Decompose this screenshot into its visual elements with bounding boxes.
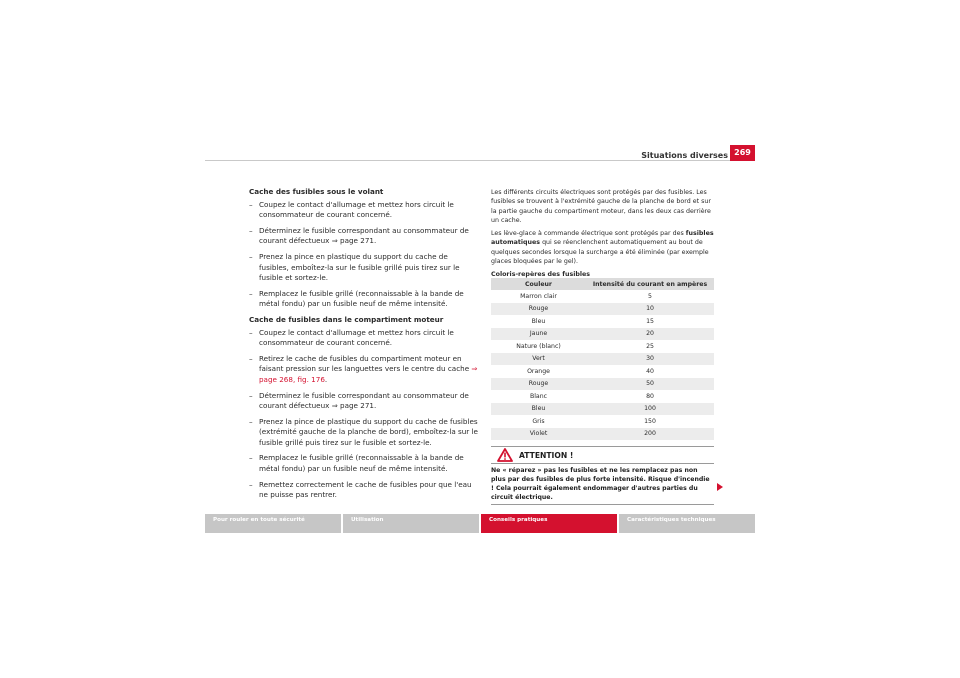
- fuse-color-table: [491, 278, 714, 440]
- cell-color: Bleu: [531, 317, 546, 325]
- cell-color: Gris: [532, 417, 545, 425]
- column-header-color: Couleur: [525, 280, 552, 288]
- cell-amps: 80: [646, 392, 654, 400]
- cell-amps: 30: [646, 355, 654, 363]
- cell-amps: 100: [644, 405, 656, 413]
- section-title: Situations diverses: [641, 151, 728, 160]
- cell-amps: 150: [644, 417, 656, 425]
- cell-color: Bleu: [531, 405, 546, 413]
- list-item: – Remettez correctement le cache de fusibles pour que l'eau ne puisse pas rentrer.: [249, 479, 472, 500]
- step-text: Déterminez le fusible correspondant au consommateur de courant défectueux ⇒ page 271.: [259, 225, 469, 246]
- window-fuses-paragraph: [491, 229, 714, 266]
- attention-title: ATTENTION !: [519, 450, 574, 460]
- table-row: [491, 303, 714, 316]
- list-item: – Prenez la pince de plastique du support du cache de fusibles (extrémité gauche de la planche de bord), emboîtez-la sur le fusible grillé puis tirez sur le fusible et sortez-le.: [249, 416, 478, 447]
- tab-technical-specs[interactable]: Caractéristiques techniques: [619, 514, 755, 533]
- continue-arrow-icon: [717, 483, 723, 491]
- table-row: [491, 415, 714, 428]
- intro-paragraph: Les différents circuits électriques sont protégés par des fusibles. Les fusibles se trouvent à l'extrémité gauche de la planche de bord et sur la partie gauche du compartiment moteur, dans les deux cas derrière un cache.: [491, 189, 711, 224]
- table-row: [491, 328, 714, 341]
- step-text: Prenez la pince en plastique du support du cache de fusibles, emboîtez-la sur le fusible grillé puis tirez sur le fusible et sortez-le.: [259, 251, 460, 283]
- step-text: Remplacez le fusible grillé (reconnaissable à la bande de métal fondu) par un fusible neuf de même intensité.: [259, 453, 464, 474]
- list-item: – Déterminez le fusible correspondant au consommateur de courant défectueux ⇒ page 271.: [249, 225, 469, 246]
- table-header: [491, 278, 714, 290]
- footer-nav: [205, 514, 755, 533]
- page-reference-link[interactable]: ⇒ page 268, fig. 176: [259, 364, 478, 384]
- table-row: [491, 340, 714, 353]
- attention-box: [491, 446, 714, 505]
- cell-color: Blanc: [529, 392, 548, 400]
- cell-amps: 20: [646, 330, 654, 338]
- cell-color: Rouge: [528, 305, 549, 313]
- cell-color: Nature (blanc): [516, 342, 561, 350]
- cell-color: Vert: [532, 355, 545, 363]
- list-item: – Retirez le cache de fusibles du compartiment moteur en faisant pression sur les languettes vers le centre du cache ⇒ page 268, fig. 176.: [249, 353, 478, 384]
- warning-icon: [497, 448, 513, 462]
- cell-amps: 200: [644, 430, 656, 438]
- cell-color: Rouge: [528, 380, 549, 388]
- heading-fuses-engine: Cache de fusibles dans le compartiment moteur: [249, 314, 444, 324]
- list-item: – Coupez le contact d'allumage et mettez hors circuit le consommateur de courant concerné.: [249, 327, 454, 348]
- attention-header: [491, 446, 714, 464]
- column-header-amps: Intensité du courant en ampères: [592, 280, 708, 288]
- step-text-end: .: [324, 374, 328, 384]
- cell-color: Violet: [529, 430, 548, 438]
- table-row: [491, 365, 714, 378]
- auto-fuses-term: fusibles automatiques: [491, 230, 714, 247]
- table-row: [491, 428, 714, 441]
- table-row: [491, 390, 714, 403]
- cell-amps: 10: [646, 305, 654, 313]
- tab-practical-tips[interactable]: Conseils pratiques: [481, 514, 617, 533]
- step-text: Déterminez le fusible correspondant au consommateur de courant défectueux ⇒ page 271.: [259, 390, 469, 411]
- table-row: [491, 290, 714, 303]
- table-row: [491, 353, 714, 366]
- tab-safety[interactable]: Pour rouler en toute sécurité: [205, 514, 341, 533]
- table-row: [491, 403, 714, 416]
- table-row: [491, 315, 714, 328]
- cell-amps: 50: [646, 380, 654, 388]
- list-item: – Déterminez le fusible correspondant au consommateur de courant défectueux ⇒ page 271.: [249, 390, 469, 411]
- step-text: Retirez le cache de fusibles du compartiment moteur en faisant pression sur les languettes vers le centre du cache: [259, 353, 472, 374]
- page-number: 269: [730, 145, 755, 161]
- heading-fuses-steering: Cache des fusibles sous le volant: [249, 187, 384, 196]
- table-title: Coloris-repères des fusibles: [491, 271, 591, 279]
- cell-amps: 25: [646, 342, 654, 350]
- right-column: [491, 188, 714, 280]
- cell-amps: 40: [646, 367, 654, 375]
- tab-operation[interactable]: Utilisation: [343, 514, 479, 533]
- step-text: Remplacez le fusible grillé (reconnaissable à la bande de métal fondu) par un fusible neuf de même intensité.: [259, 288, 464, 309]
- step-text: Coupez le contact d'allumage et mettez hors circuit le consommateur de courant concerné.: [259, 199, 454, 220]
- cell-color: Orange: [527, 367, 550, 375]
- attention-text: Ne « réparez » pas les fusibles et ne les remplacez pas non plus par des fusibles de plus forte intensité. Risque d'incendie ! Cela pourrait également endommager d'autres parties du circuit électrique.: [491, 464, 714, 505]
- step-text: Coupez le contact d'allumage et mettez hors circuit le consommateur de courant concerné.: [259, 327, 454, 348]
- list-item: – Remplacez le fusible grillé (reconnaissable à la bande de métal fondu) par un fusible neuf de même intensité.: [249, 453, 464, 474]
- left-column: [249, 187, 479, 506]
- cell-amps: 5: [648, 292, 652, 300]
- cell-color: Marron clair: [520, 292, 557, 300]
- paragraph-text: Les lève-glace à commande électrique sont protégés par des: [491, 230, 686, 238]
- header-rule: [205, 160, 755, 161]
- step-text: Prenez la pince de plastique du support du cache de fusibles (extrémité gauche de la planche de bord), emboîtez-la sur le fusible grillé puis tirez sur le fusible et sortez-le.: [259, 416, 478, 447]
- cell-color: Jaune: [529, 330, 548, 338]
- paragraph-text: qui se réenclenchent automatiquement au bout de quelques secondes lorsque la surcharge a été éliminée (par exemple glaces bloquées par le gel).: [491, 239, 709, 266]
- list-item: – Prenez la pince en plastique du support du cache de fusibles, emboîtez-la sur le fusible grillé puis tirez sur le fusible et sortez-le.: [249, 251, 460, 283]
- list-item: – Coupez le contact d'allumage et mettez hors circuit le consommateur de courant concerné.: [249, 199, 454, 220]
- table-row: [491, 378, 714, 391]
- step-text: Remettez correctement le cache de fusibles pour que l'eau ne puisse pas rentrer.: [259, 479, 472, 500]
- list-item: – Remplacez le fusible grillé (reconnaissable à la bande de métal fondu) par un fusible neuf de même intensité.: [249, 288, 464, 309]
- cell-amps: 15: [646, 317, 654, 325]
